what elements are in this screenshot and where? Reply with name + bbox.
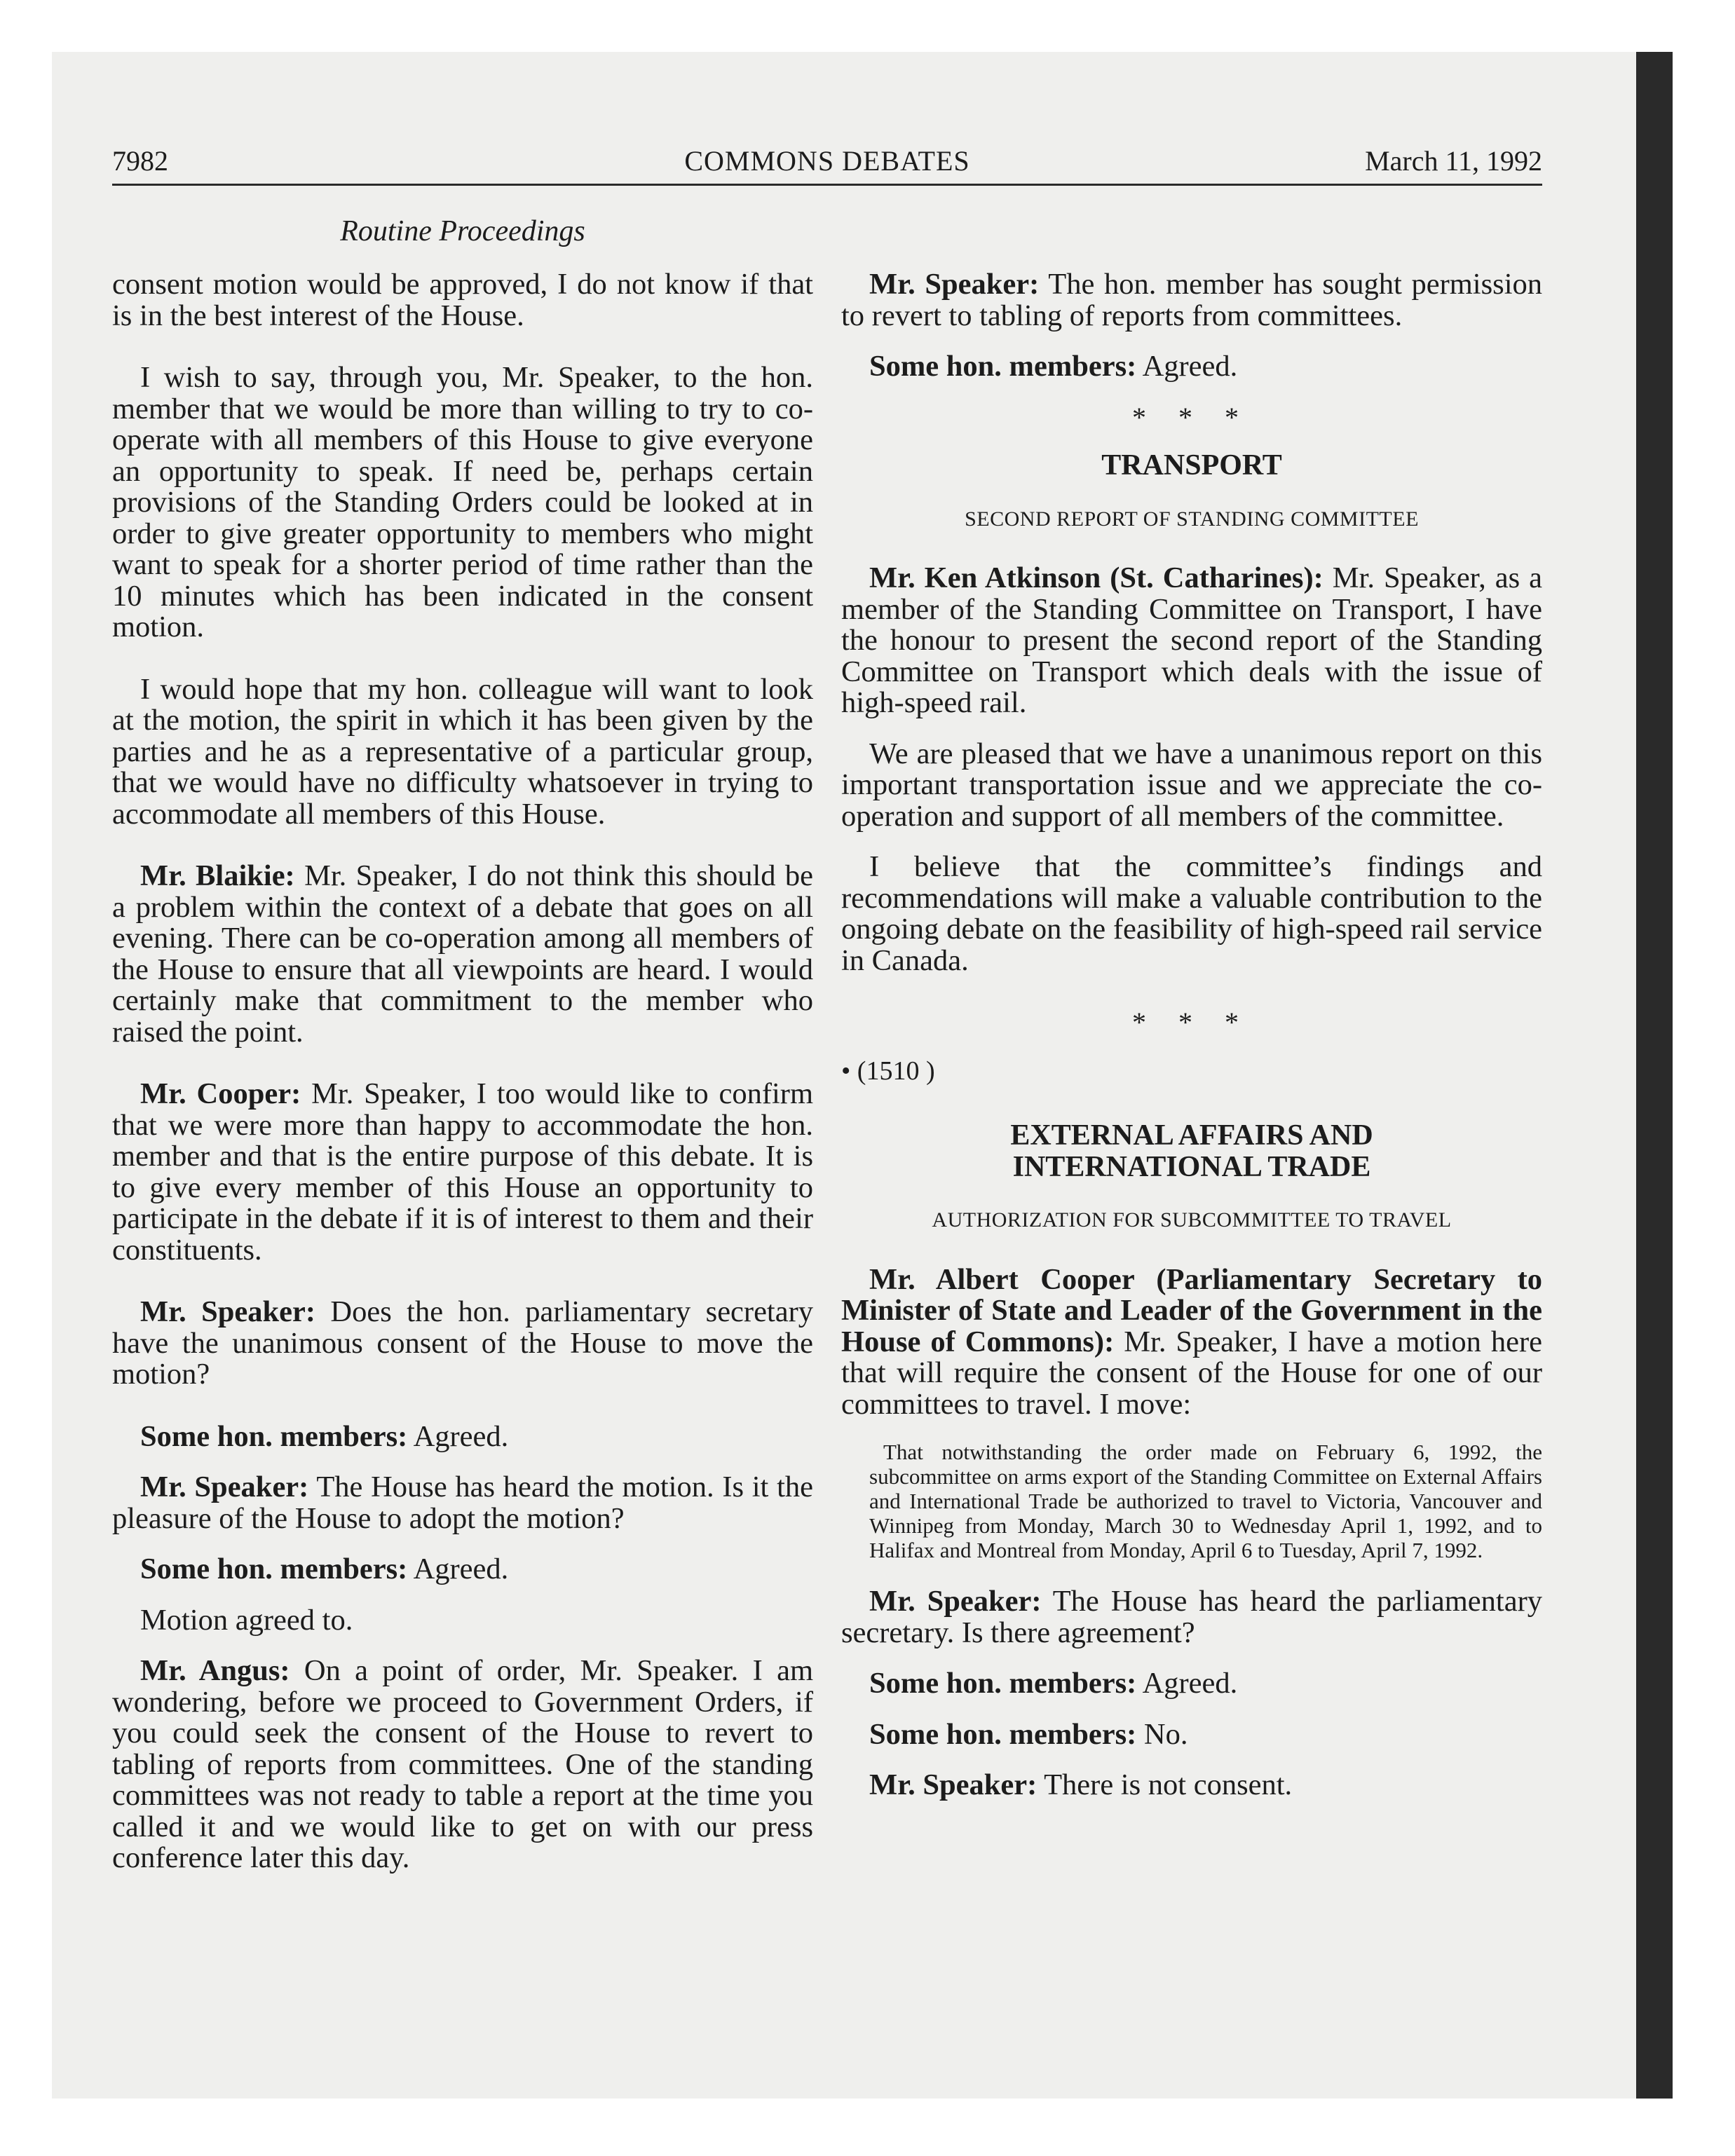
paragraph: Some hon. members: Agreed. (869, 350, 1238, 383)
section-heading: TRANSPORT (1101, 449, 1282, 482)
header-rule (112, 184, 1542, 186)
page-header (112, 144, 1542, 184)
paragraph: Mr. Speaker: The House has heard the parliamentary secretary. Is there agreement? (841, 1585, 1542, 1649)
paragraph: Some hon. members: Agreed. (140, 1553, 509, 1585)
paragraph: Mr. Speaker: Does the hon. parliamentary secretary have the unanimous consent of the House to move the motion? (112, 1295, 814, 1391)
section-subheading: AUTHORIZATION FOR SUBCOMMITTEE TO TRAVEL (932, 1208, 1452, 1231)
paragraph: Some hon. members: No. (869, 1717, 1188, 1751)
right-column (841, 269, 1542, 1821)
section-heading: EXTERNAL AFFAIRS AND INTERNATIONAL TRADE (1010, 1119, 1373, 1183)
paragraph: Motion agreed to. (140, 1603, 353, 1637)
left-column (112, 269, 813, 1905)
section-separator: * * * (1132, 1007, 1251, 1038)
running-head: Routine Proceedings (340, 215, 585, 247)
paragraph: Mr. Albert Cooper (Parliamentary Secretary to Minister of State and Leader of the Government in the House of Commons): Mr. Speaker, I have a motion here that will require the consent of the House for one of our committees to travel. I move: (841, 1262, 1542, 1421)
time-marker: • (1510 ) (841, 1056, 935, 1086)
section-subheading: SECOND REPORT OF STANDING COMMITTEE (965, 507, 1419, 531)
paragraph: I would hope that my hon. colleague will want to look at the motion, the spirit in which it has been given by the parties and he as a representative of a particular group, that we would have no difficulty whatsoever in trying to accommodate all members of this House. (112, 672, 813, 831)
paragraph: Mr. Angus: On a point of order, Mr. Speaker. I am wondering, before we proceed to Government Orders, if you could seek the consent of the House to revert to tabling of reports from committees. One of the standing committees was not ready to table a report at the time you called it and we would like to get on with our press conference later this day. (112, 1654, 814, 1874)
paragraph: Mr. Ken Atkinson (St. Catharines): Mr. Speaker, as a member of the Standing Committee on Transport, I have the honour to present the second report of the Standing Committee on Transport which deals with the issue of high-speed rail. (841, 561, 1542, 719)
paragraph: Mr. Blaikie: Mr. Speaker, I do not think this should be a problem within the context of a debate that goes on all evening. There can be co-operation among all members of the House to ensure that all viewpoints are heard. I would certainly make that commitment to the member who raised the point. (112, 859, 814, 1049)
paragraph: Mr. Speaker: The House has heard the motion. Is it the pleasure of the House to adopt the motion? (112, 1471, 814, 1535)
publication-title: COMMONS DEBATES (684, 145, 970, 177)
publication-date: March 11, 1992 (1365, 145, 1542, 177)
paragraph: Mr. Cooper: Mr. Speaker, I too would like to confirm that we were more than happy to accommodate the hon. member and that is the entire purpose of this debate. It is to give every member of this House an opportunity to participate in the debate if it is of interest to them and their constituents. (112, 1077, 813, 1267)
page-number: 7982 (112, 145, 168, 177)
paragraph: Mr. Speaker: There is not consent. (869, 1768, 1293, 1801)
paragraph: I believe that the committee’s findings and recommendations will make a valuable contribution to the ongoing debate on the feasibility of high-speed rail service in Canada. (841, 850, 1542, 977)
paragraph: We are pleased that we have a unanimous report on this important transportation issue and we appreciate the co-operation and support of all members of the committee. (841, 737, 1542, 833)
paragraph: I wish to say, through you, Mr. Speaker, to the hon. member that we would be more than willing to try to co-operate with all members of this House to give everyone an opportunity to speak. If need be, perhaps certain provisions of the Standing Orders could be looked at in order to give greater opportunity to members who might want to speak for a shorter period of time rather than the 10 minutes which has been indicated in the consent motion. (112, 361, 813, 643)
paragraph: consent motion would be approved, I do not know if that is in the best interest of the House. (112, 268, 813, 332)
paragraph: Some hon. members: Agreed. (140, 1419, 509, 1453)
paragraph: Mr. Speaker: The hon. member has sought permission to revert to tabling of reports from committees. (841, 268, 1543, 332)
scan-edge-shadow (1636, 52, 1673, 2099)
motion-text: That notwithstanding the order made on February 6, 1992, the subcommittee on arms export of the Standing Committee on External Affairs and International Trade be authorized to travel to Victoria, Vancouver and Winnipeg from Monday, March 30 to Wednesday April 1, 1992, and to Halifax and Montreal from Monday, April 6 to Tuesday, April 7, 1992. (869, 1440, 1542, 1562)
section-separator: * * * (1132, 401, 1251, 433)
paragraph: Some hon. members: Agreed. (869, 1667, 1238, 1700)
